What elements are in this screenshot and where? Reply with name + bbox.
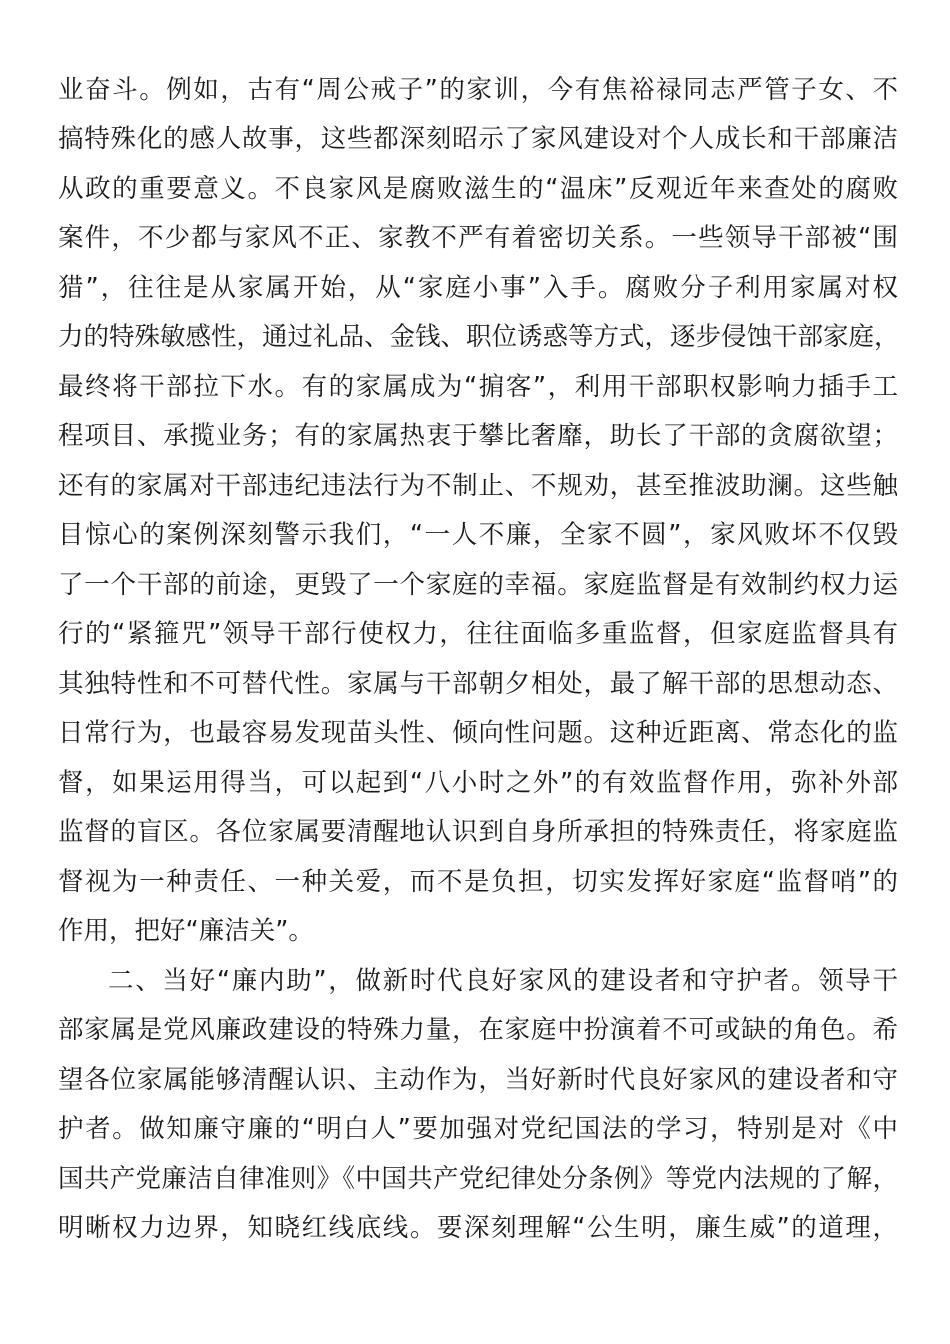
text-line: 望各位家属能够清醒认识、主动作为，当好新时代良好家风的建设者和守	[58, 1065, 898, 1095]
section-heading-line: 二、当好“廉内助”，做新时代良好家风的建设者和守护者。领导干	[108, 966, 898, 996]
text-line: 程项目、承揽业务；有的家属热衷于攀比奢靡，助长了干部的贪腐欲望；	[58, 421, 898, 451]
text-line: 搞特殊化的感人故事，这些都深刻昭示了家风建设对个人成长和干部廉洁	[58, 124, 898, 154]
text-line: 督视为一种责任、一种关爱，而不是负担，切实发挥好家庭“监督哨”的	[58, 867, 898, 897]
text-line: 监督的盲区。各位家属要清醒地认识到自身所承担的特殊责任，将家庭监	[58, 817, 898, 847]
text-line: 目惊心的案例深刻警示我们，“一人不廉，全家不圆”，家风败坏不仅毁	[58, 520, 898, 550]
text-line: 业奋斗。例如，古有“周公戒子”的家训，今有焦裕禄同志严管子女、不	[58, 75, 898, 105]
text-line: 作用，把好“廉洁关”。	[58, 916, 314, 946]
text-line: 了一个干部的前途，更毁了一个家庭的幸福。家庭监督是有效制约权力运	[58, 570, 898, 600]
text-line: 猎”，往往是从家属开始，从“家庭小事”入手。腐败分子利用家属对权	[58, 273, 898, 303]
text-line: 行的“紧箍咒”领导干部行使权力，往往面临多重监督，但家庭监督具有	[58, 619, 898, 649]
text-line: 最终将干部拉下水。有的家属成为“掮客”，利用干部职权影响力插手工	[58, 372, 898, 402]
text-line: 从政的重要意义。不良家风是腐败滋生的“温床”反观近年来查处的腐败	[58, 174, 898, 204]
text-line: 日常行为，也最容易发现苗头性、倾向性问题。这种近距离、常态化的监	[58, 718, 898, 748]
text-line: 其独特性和不可替代性。家属与干部朝夕相处，最了解干部的思想动态、	[58, 669, 898, 699]
text-line: 案件，不少都与家风不正、家教不严有着密切关系。一些领导干部被“围	[58, 223, 898, 253]
text-line: 力的特殊敏感性，通过礼品、金钱、职位诱惑等方式，逐步侵蚀干部家庭，	[58, 322, 900, 352]
text-line: 部家属是党风廉政建设的特殊力量，在家庭中扮演着不可或缺的角色。希	[58, 1015, 898, 1045]
text-line: 还有的家属对干部违纪违法行为不制止、不规劝，甚至推波助澜。这些触	[58, 471, 898, 501]
text-line: 明晰权力边界，知晓红线底线。要深刻理解“公生明，廉生威”的道理，	[58, 1213, 898, 1243]
text-line: 国共产党廉洁自律准则》《中国共产党纪律处分条例》等党内法规的了解，	[58, 1164, 898, 1194]
text-line: 护者。做知廉守廉的“明白人”要加强对党纪国法的学习，特别是对《中	[58, 1114, 898, 1144]
text-line: 督，如果运用得当，可以起到“八小时之外”的有效监督作用，弥补外部	[58, 768, 898, 798]
